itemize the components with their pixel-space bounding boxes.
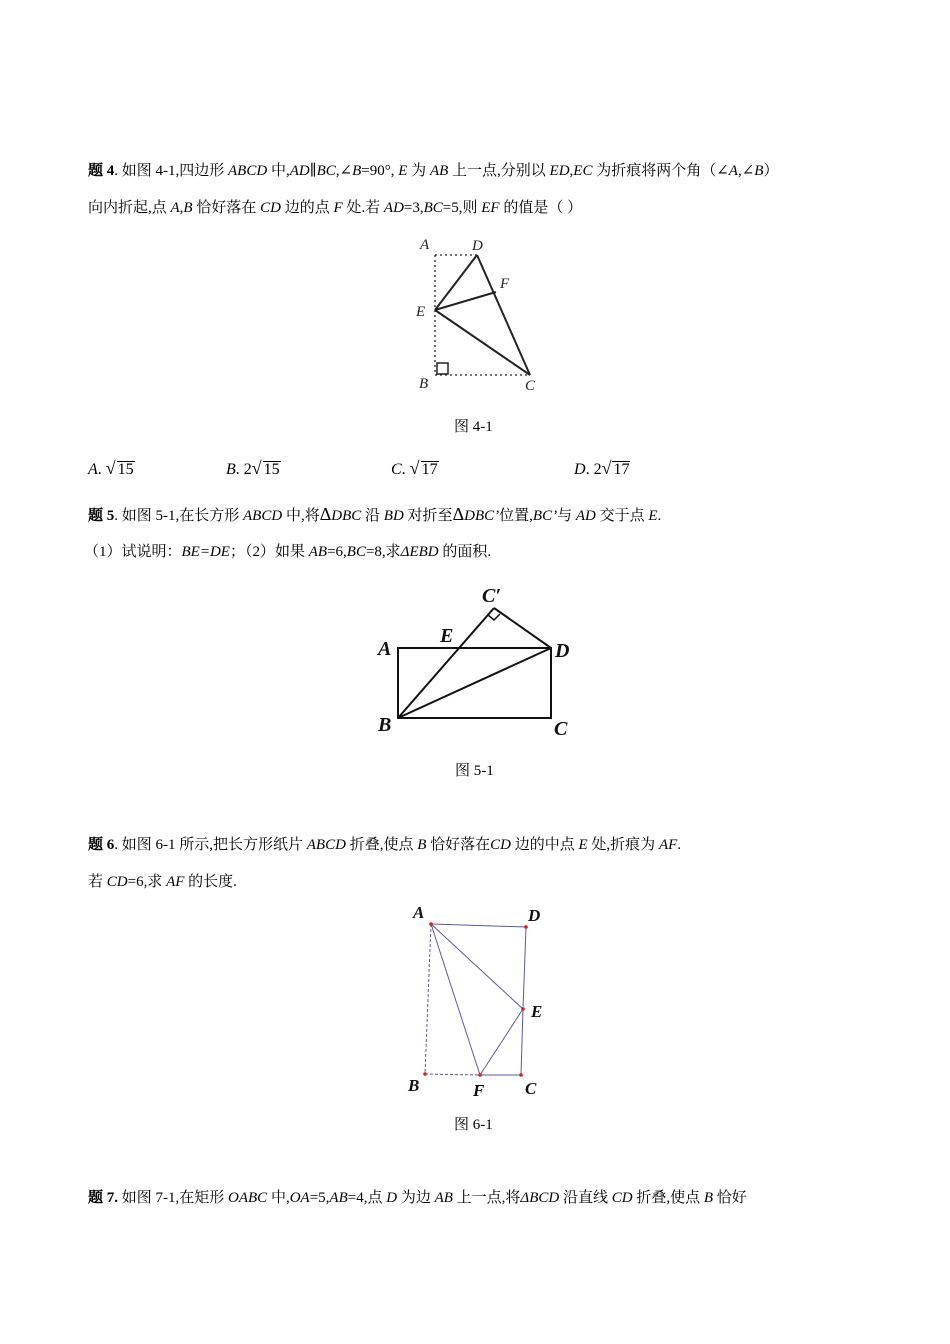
figure-4-1-caption: 图 4-1 xyxy=(454,419,493,435)
point-F xyxy=(478,1073,482,1077)
text: . xyxy=(657,508,662,524)
label-A: A xyxy=(378,638,392,660)
point-C xyxy=(519,1073,523,1077)
text: . 如图 4-1,四边形 xyxy=(114,163,229,179)
text: 对折至 xyxy=(403,508,453,524)
q5-number: 题 5 xyxy=(88,508,115,524)
option-d[interactable]: D. 2√ 17 xyxy=(574,458,630,478)
text: OA xyxy=(289,1190,310,1206)
text: AB xyxy=(329,1190,348,1206)
right-angle-mark xyxy=(488,614,500,620)
segment-BD xyxy=(398,648,551,718)
option-b[interactable]: B. 2√ 15 xyxy=(226,458,280,478)
label-E: E xyxy=(440,625,454,647)
segment-EF xyxy=(435,292,496,310)
segment-EC xyxy=(521,1009,523,1075)
option-radicand: 15 xyxy=(263,461,280,478)
text: 中,将 xyxy=(282,508,320,524)
text: E xyxy=(578,837,588,853)
q4-number: 题 4 xyxy=(88,163,115,179)
figure-6-1-caption: 图 6-1 xyxy=(454,1117,493,1133)
option-radicand: 15 xyxy=(117,461,134,478)
option-coef: 2 xyxy=(243,461,252,478)
text: 的值是（ ） xyxy=(499,200,583,216)
option-letter: B xyxy=(226,461,236,478)
sqrt-icon: √ xyxy=(409,458,420,478)
q6-number: 题 6 xyxy=(88,837,115,853)
option-radicand: 17 xyxy=(421,461,438,478)
q4-line-2 xyxy=(88,198,582,218)
text: CD xyxy=(611,1190,633,1206)
q7-line-1 xyxy=(88,1188,747,1208)
text: ED,EC xyxy=(549,163,593,179)
text: OABC xyxy=(228,1190,268,1206)
text: D xyxy=(386,1190,398,1206)
point-D xyxy=(524,925,528,929)
text: DBC’ xyxy=(464,508,500,524)
text: 中, xyxy=(267,1190,290,1206)
text: B xyxy=(417,837,427,853)
text: 边的中点 xyxy=(510,837,579,853)
text: 边的点 xyxy=(280,200,334,216)
option-letter: A xyxy=(88,461,98,478)
option-a[interactable]: A. √ 15 xyxy=(88,458,134,478)
text: BE=DE xyxy=(181,544,230,560)
text: A,B xyxy=(170,200,193,216)
text: ABCD xyxy=(228,163,268,179)
text: . xyxy=(677,837,682,853)
text: ∠A,∠B xyxy=(716,163,764,179)
text: BC xyxy=(346,544,366,560)
option-coef: 2 xyxy=(593,461,602,478)
text: =4,点 xyxy=(347,1190,387,1206)
text: BD xyxy=(383,508,404,524)
q5-line-2 xyxy=(84,542,491,562)
text: =90°, xyxy=(361,163,399,179)
text: 沿直线 xyxy=(559,1190,612,1206)
text: 交于点 xyxy=(595,508,649,524)
text: 中, xyxy=(267,163,290,179)
label-D: D xyxy=(472,238,483,254)
dashed-segment-BF xyxy=(425,1074,480,1075)
text: AD∥BC,∠B xyxy=(289,163,362,179)
text: EF xyxy=(481,200,500,216)
q6-line-2 xyxy=(88,872,237,892)
text: AB xyxy=(429,163,449,179)
text: CD xyxy=(260,200,281,216)
label-D: D xyxy=(555,640,570,662)
text: E xyxy=(648,508,658,524)
label-C: C xyxy=(525,1079,537,1098)
text: . 如图 5-1,在长方形 xyxy=(114,508,244,524)
label-F: F xyxy=(473,1081,485,1100)
text: =6, xyxy=(327,544,347,560)
text: AD xyxy=(575,508,596,524)
point-E xyxy=(521,1007,525,1011)
text: 恰好 xyxy=(713,1190,747,1206)
option-c[interactable]: C. √ 17 xyxy=(391,458,438,478)
label-B: B xyxy=(378,714,392,736)
figure-5-1-caption: 图 5-1 xyxy=(455,763,494,779)
segment-DE xyxy=(523,927,526,1009)
label-E: E xyxy=(416,304,426,320)
label-A: A xyxy=(413,903,425,922)
text: =6,求 xyxy=(127,874,167,890)
label-B: B xyxy=(419,376,429,392)
text: 处.若 xyxy=(342,200,384,216)
option-letter: D xyxy=(574,461,586,478)
text: BC xyxy=(423,200,443,216)
text: CD xyxy=(490,837,511,853)
text: 的长度. xyxy=(184,874,237,890)
text: 上一点,将 xyxy=(452,1190,521,1206)
label-E: E xyxy=(531,1002,543,1021)
segment-ED xyxy=(435,255,477,310)
point-B xyxy=(423,1072,427,1076)
right-angle-mark xyxy=(437,363,448,374)
text: 恰好落在 xyxy=(192,200,261,216)
text: B xyxy=(703,1190,714,1206)
figure-5-1 xyxy=(370,575,585,745)
text: ΔBCD xyxy=(520,1190,560,1206)
segment-AD xyxy=(431,924,526,927)
text: AD xyxy=(383,200,404,216)
text: 为 xyxy=(407,163,430,179)
text: Δ xyxy=(452,504,465,524)
label-F: F xyxy=(500,276,510,292)
text: 为折痕将两个角（ xyxy=(592,163,717,179)
text: DBC xyxy=(331,508,362,524)
text: 恰好落在 xyxy=(426,837,491,853)
text: Δ xyxy=(319,504,332,524)
label-C-prime: C′ xyxy=(482,585,501,607)
text: ABCD xyxy=(306,837,346,853)
segment-C-prime-D xyxy=(494,608,551,648)
label-B: B xyxy=(408,1076,420,1095)
text: ΔEBD xyxy=(400,544,439,560)
text: F xyxy=(333,200,343,216)
label-C: C xyxy=(554,718,568,740)
text: 为边 xyxy=(397,1190,435,1206)
text: ） xyxy=(763,163,779,179)
text: . 如图 6-1 所示,把长方形纸片 xyxy=(114,837,307,853)
text: 位置, xyxy=(499,508,533,524)
text: 的面积. xyxy=(438,544,492,560)
sqrt-icon: √ xyxy=(105,458,116,478)
text: AB xyxy=(434,1190,453,1206)
dashed-segment-AB xyxy=(425,924,431,1074)
text: =5,则 xyxy=(442,200,482,216)
text: ABCD xyxy=(243,508,283,524)
text: E xyxy=(398,163,408,179)
text: 与 xyxy=(557,508,576,524)
q4-line-1 xyxy=(88,161,778,181)
text: CD xyxy=(106,874,128,890)
sqrt-icon: √ xyxy=(251,458,262,478)
text: 折叠,使点 xyxy=(632,1190,704,1206)
text: AF xyxy=(166,874,185,890)
text: 上一点,分别以 xyxy=(448,163,550,179)
label-D: D xyxy=(528,906,541,925)
figure-4-1 xyxy=(405,228,555,393)
label-A: A xyxy=(420,237,430,253)
text: （1）试说明： xyxy=(84,544,182,560)
text: 处,折痕为 xyxy=(587,837,659,853)
segment-FE xyxy=(480,1009,523,1075)
q7-number: 题 7. xyxy=(88,1190,119,1206)
q6-line-1 xyxy=(88,835,681,855)
text: 如图 7-1,在矩形 xyxy=(118,1190,229,1206)
text: =8,求 xyxy=(365,544,401,560)
label-C: C xyxy=(525,378,536,393)
option-letter: C xyxy=(391,461,402,478)
point-A xyxy=(429,922,433,926)
sqrt-icon: √ xyxy=(601,458,612,478)
text: =3, xyxy=(403,200,424,216)
figure-6-1 xyxy=(400,895,560,1105)
text: AF xyxy=(658,837,678,853)
text: 若 xyxy=(88,874,107,890)
text: BC’ xyxy=(532,508,558,524)
text: 折叠,使点 xyxy=(345,837,418,853)
text: 沿 xyxy=(361,508,384,524)
text: AB xyxy=(308,544,328,560)
text: ；（2）如果 xyxy=(229,544,309,560)
text: 向内折起,点 xyxy=(88,200,171,216)
text: =5, xyxy=(309,1190,330,1206)
option-radicand: 17 xyxy=(613,461,630,478)
q5-line-1 xyxy=(88,504,661,526)
